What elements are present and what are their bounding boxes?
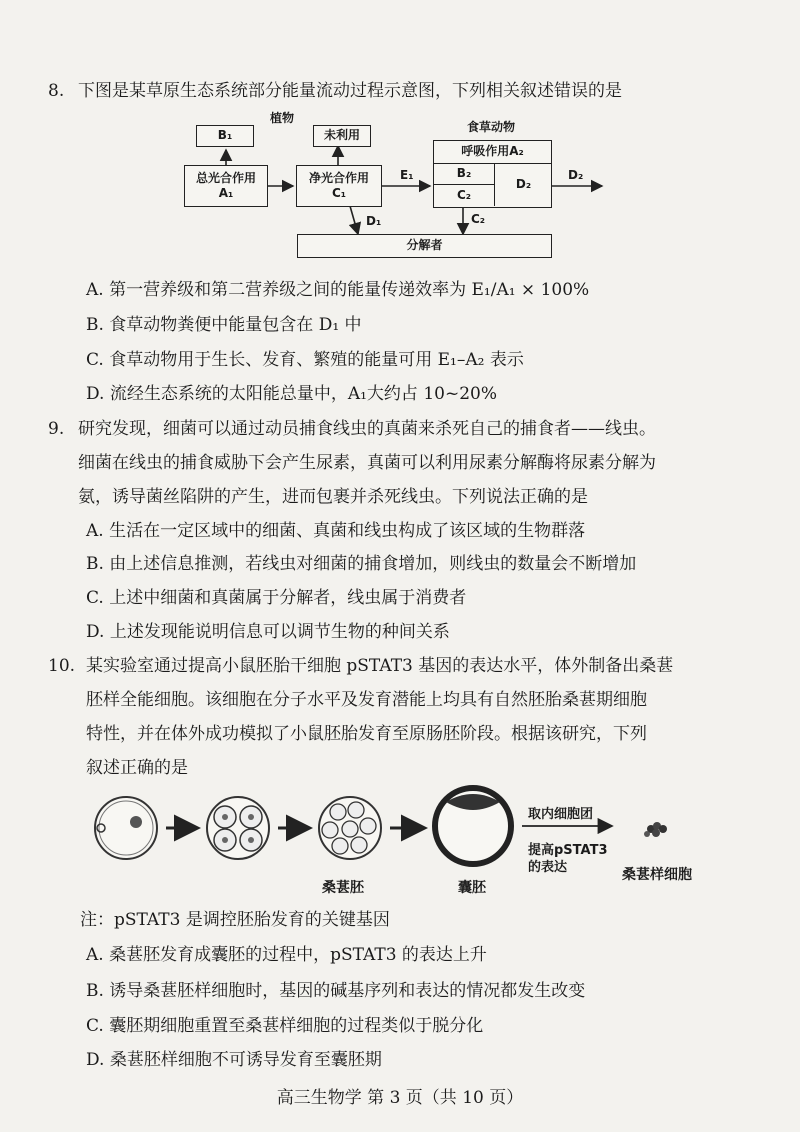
q10-option-a: A. 桑葚胚发育成囊胚的过程中，pSTAT3 的表达上升: [86, 945, 487, 965]
q8-option-d: D. 流经生态系统的太阳能总量中，A₁大约占 10~20%: [86, 384, 497, 404]
q9-option-c: C. 上述中细菌和真菌属于分解者，线虫属于消费者: [86, 588, 467, 608]
question-10-stem-line-3: 特性，并在体外成功模拟了小鼠胚胎发育至原肠胚阶段。根据该研究，下列: [86, 724, 647, 744]
arrow-d1-label: D₁: [366, 214, 382, 228]
box-gross-photosynthesis: [184, 165, 268, 207]
q9-option-a: A. 生活在一定区域中的细菌、真菌和线虫构成了该区域的生物群落: [86, 521, 586, 541]
question-9-stem-line-2: 细菌在线虫的捕食威胁下会产生尿素，真菌可以利用尿素分解酶将尿素分解为: [78, 453, 656, 473]
q9-option-b: B. 由上述信息推测，若线虫对细菌的捕食增加，则线虫的数量会不断增加: [86, 554, 637, 574]
cell-d2: D₂: [515, 177, 532, 191]
arrow-bottom-label-2: 的表达: [528, 860, 568, 875]
question-10-stem-line-2: 胚样全能细胞。该细胞在分子水平及发育潜能上均具有自然胚胎桑葚期细胞: [86, 690, 647, 710]
box-b1: B₁: [196, 125, 254, 147]
four-cell-embryo-icon: [207, 797, 269, 859]
question-9-number: 9.: [48, 419, 65, 439]
question-8-number: 8.: [48, 81, 65, 101]
morula-like-cells-icon: [644, 822, 667, 837]
box-gross-line2: A₁: [218, 186, 234, 200]
q10-option-b: B. 诱导桑葚胚样细胞时，基因的碱基序列和表达的情况都发生改变: [86, 981, 586, 1001]
box-net-line2: C₁: [331, 186, 347, 200]
q10-option-d: D. 桑葚胚样细胞不可诱导发育至囊胚期: [86, 1050, 382, 1070]
box-net-photosynthesis: [296, 165, 382, 207]
box-decomposer: 分解者: [297, 234, 552, 258]
arrow-top-label: 取内细胞团: [528, 807, 594, 822]
box-unused: 未利用: [313, 125, 371, 147]
question-10-stem-line-4: 叙述正确的是: [86, 758, 188, 778]
q9-option-d: D. 上述发现能说明信息可以调节生物的种间关系: [86, 622, 450, 642]
blastocyst-icon: [435, 788, 511, 864]
question-9-stem-line-3: 氨，诱导菌丝陷阱的产生，进而包裹并杀死线虫。下列说法正确的是: [78, 487, 588, 507]
q8-option-b: B. 食草动物粪便中能量包含在 D₁ 中: [86, 315, 362, 335]
box-herbivore: [433, 140, 552, 208]
arrow-d2-label: D₂: [568, 168, 584, 182]
arrow-bottom-label-1: 提高pSTAT3: [528, 843, 608, 858]
morula-icon: [319, 797, 381, 859]
arrow-c2-label: C₂: [471, 212, 486, 226]
question-10-number: 10.: [48, 656, 76, 676]
label-morula-like-cells: 桑葚样细胞: [622, 867, 692, 883]
label-herbivore: 食草动物: [467, 120, 516, 134]
question-10-stem-line-1: 某实验室通过提高小鼠胚胎干细胞 pSTAT3 基因的表达水平，体外制备出桑葚: [86, 656, 674, 676]
energy-flow-arrows: [0, 0, 800, 270]
q10-option-c: C. 囊胚期细胞重置至桑葚样细胞的过程类似于脱分化: [86, 1016, 484, 1036]
cell-c2: C₂: [434, 185, 495, 206]
arrow-e1-label: E₁: [400, 168, 414, 182]
box-gross-line1: 总光合作用: [195, 171, 256, 185]
question-8-stem: 下图是某草原生态系统部分能量流动过程示意图，下列相关叙述错误的是: [78, 81, 622, 101]
label-plant: 植物: [270, 111, 295, 125]
cell-b2: B₂: [434, 163, 495, 185]
question-9-stem-line-1: 研究发现，细菌可以通过动员捕食线虫的真菌来杀死自己的捕食者——线虫。: [78, 419, 656, 439]
label-morula: 桑葚胚: [322, 880, 364, 896]
q8-option-c: C. 食草动物用于生长、发育、繁殖的能量可用 E₁–A₂ 表示: [86, 350, 524, 370]
figure-note: 注：pSTAT3 是调控胚胎发育的关键基因: [80, 910, 390, 930]
box-net-line1: 净光合作用: [308, 171, 369, 185]
page-footer: 高三生物学 第 3 页（共 10 页）: [276, 1088, 524, 1108]
q8-option-a: A. 第一营养级和第二营养级之间的能量传递效率为 E₁/A₁ × 100%: [86, 280, 590, 300]
zygote-cell-icon: [95, 797, 157, 859]
cell-respiration: 呼吸作用A₂: [434, 141, 551, 164]
label-blastocyst: 囊胚: [458, 880, 486, 896]
